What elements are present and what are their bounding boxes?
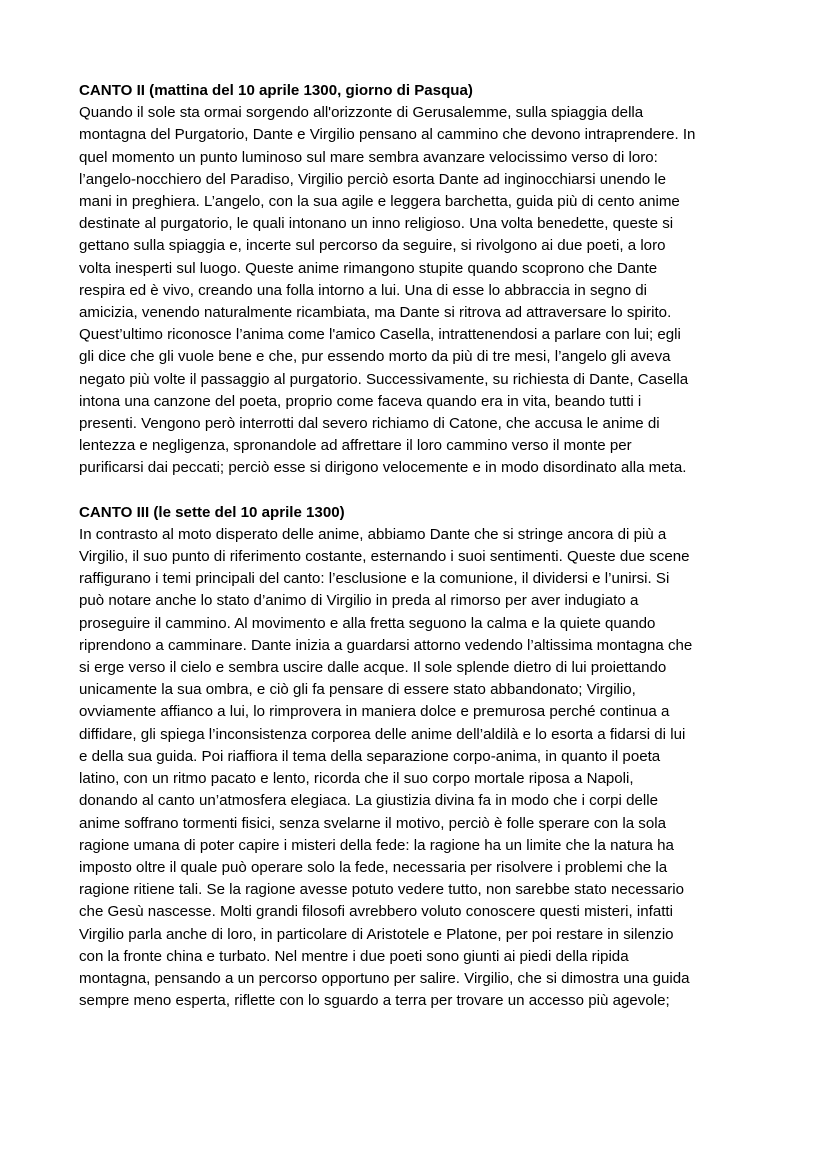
text-line: donando al canto un’atmosfera elegiaca. La giustizia divina fa in modo che i corpi delle [79,792,658,810]
text-line: unicamente la sua ombra, e ciò gli fa pensare di essere stato abbandonato; Virgilio, [79,681,636,699]
text-line: negato più volte il passaggio al purgatorio. Successivamente, su richiesta di Dante, Casella [79,370,689,388]
text-line: si erge verso il cielo e sembra uscire dalle acque. Il sole splende dietro di lui proiettando [79,659,667,677]
text-line: amicizia, venendo naturalmente ricambiata, ma Dante si ritrova ad attraversare lo spirito. [79,304,672,322]
text-line: con la fronte china e turbato. Nel mentre i due poeti sono giunti ai piedi della ripida [79,947,629,965]
text-line: quel momento un punto luminoso sul mare sembra avanzare velocissimo verso di loro: [79,148,658,166]
text-line: In contrasto al moto disperato delle anime, abbiamo Dante che si stringe ancora di più a [79,525,667,543]
text-line: ragione ritiene tali. Se la ragione avesse potuto vedere tutto, non sarebbe stato necessario [79,881,684,899]
text-line: diffidare, gli spiega l’inconsistenza corporea delle anime dell’aldilà e lo esorta a fidarsi di lui [79,725,686,743]
section-title: CANTO II (mattina del 10 aprile 1300, giorno di Pasqua) [79,82,473,99]
text-line: proseguire il cammino. Al movimento e alla fretta seguono la calma e la quiete quando [79,614,656,632]
section-title: CANTO III (le sette del 10 aprile 1300) [79,503,345,521]
text-line: Virgilio parla anche di loro, in particolare di Aristotele e Platone, per poi restare in silenzio [79,925,674,943]
text-line: può notare anche lo stato d’animo di Virgilio in preda al rimorso per aver indugiato a [79,592,639,610]
text-line: che Gesù nascesse. Molti grandi filosofi avrebbero voluto conoscere questi misteri, infatti [79,903,673,921]
text-line: Quest’ultimo riconosce l’anima come l'amico Casella, intrattenendosi a parlare con lui; egli [79,326,681,344]
text-line: gli dice che gli vuole bene e che, pur essendo morto da più di tre mesi, l’angelo gli aveva [79,348,671,366]
text-line: Virgilio, il suo punto di riferimento costante, esternando i suoi sentimenti. Queste due scene [79,548,690,566]
text-line: raffigurano i temi principali del canto: l’esclusione e la comunione, il dividersi e l’unirsi. Si [79,570,670,588]
text-line: mani in preghiera. L’angelo, con la sua agile e leggera barchetta, guida più di cento anime [79,193,680,211]
text-line: e della sua guida. Poi riaffiora il tema della separazione corpo-anima, in quanto il poeta [79,747,661,765]
text-line: l’angelo-nocchiero del Paradiso, Virgilio perciò esorta Dante ad inginocchiarsi unendo le [79,170,667,188]
text-line: montagna, pensando a un percorso opportuno per salire. Virgilio, che si dimostra una guida [79,969,690,987]
document-page [79,80,755,1034]
section-canto-3 [79,502,755,1013]
text-line: destinate al purgatorio, le quali intonano un inno religioso. Una volta benedette, queste si [79,215,674,233]
text-line: ragione umana di poter capire i misteri della fede: la ragione ha un limite che la natura ha [79,836,674,854]
text-line: purificarsi dai peccati; perciò esse si dirigono velocemente e in modo disordinato alla meta. [79,459,687,477]
text-line: gettano sulla spiaggia e, incerte sul percorso da seguire, si rivolgono ai due poeti, a loro [79,237,666,255]
text-line: sempre meno esperta, riflette con lo sguardo a terra per trovare un accesso più agevole; [79,992,670,1010]
text-line: presenti. Vengono però interrotti dal severo richiamo di Catone, che accusa le anime di [79,415,660,433]
section-canto-2 [79,80,755,480]
section-body [79,524,755,1012]
text-line: riprendono a camminare. Dante inizia a guardarsi attorno vedendo l’altissima montagna che [79,636,693,654]
text-line: Quando il sole sta ormai sorgendo all'orizzonte di Gerusalemme, sulla spiaggia della [79,104,644,122]
text-line: ovviamente affianco a lui, lo rimprovera in maniera dolce e premurosa perché continua a [79,703,670,721]
text-line: montagna del Purgatorio, Dante e Virgilio pensano al cammino che devono intraprendere. In [79,126,696,144]
text-line: imposto oltre il quale può operare solo la fede, necessaria per risolvere i problemi che la [79,858,668,876]
text-line: anime soffrano tormenti fisici, senza svelarne il motivo, perciò è folle sperare con la sola [79,814,666,832]
text-line: respira ed è vivo, creando una folla intorno a lui. Una di esse lo abbraccia in segno di [79,281,648,299]
section-body [79,102,755,479]
text-line: volta inesperti sul luogo. Queste anime rimangono stupite quando scoprono che Dante [79,259,658,277]
text-line: latino, con un ritmo pacato e lento, ricorda che il suo corpo mortale riposa a Napoli, [79,770,634,788]
text-line: lentezza e negligenza, spronandole ad affrettare il loro cammino verso il monte per [79,437,632,455]
text-line: intona una canzone del poeta, proprio come faceva quando era in vita, beando tutti i [79,392,642,410]
